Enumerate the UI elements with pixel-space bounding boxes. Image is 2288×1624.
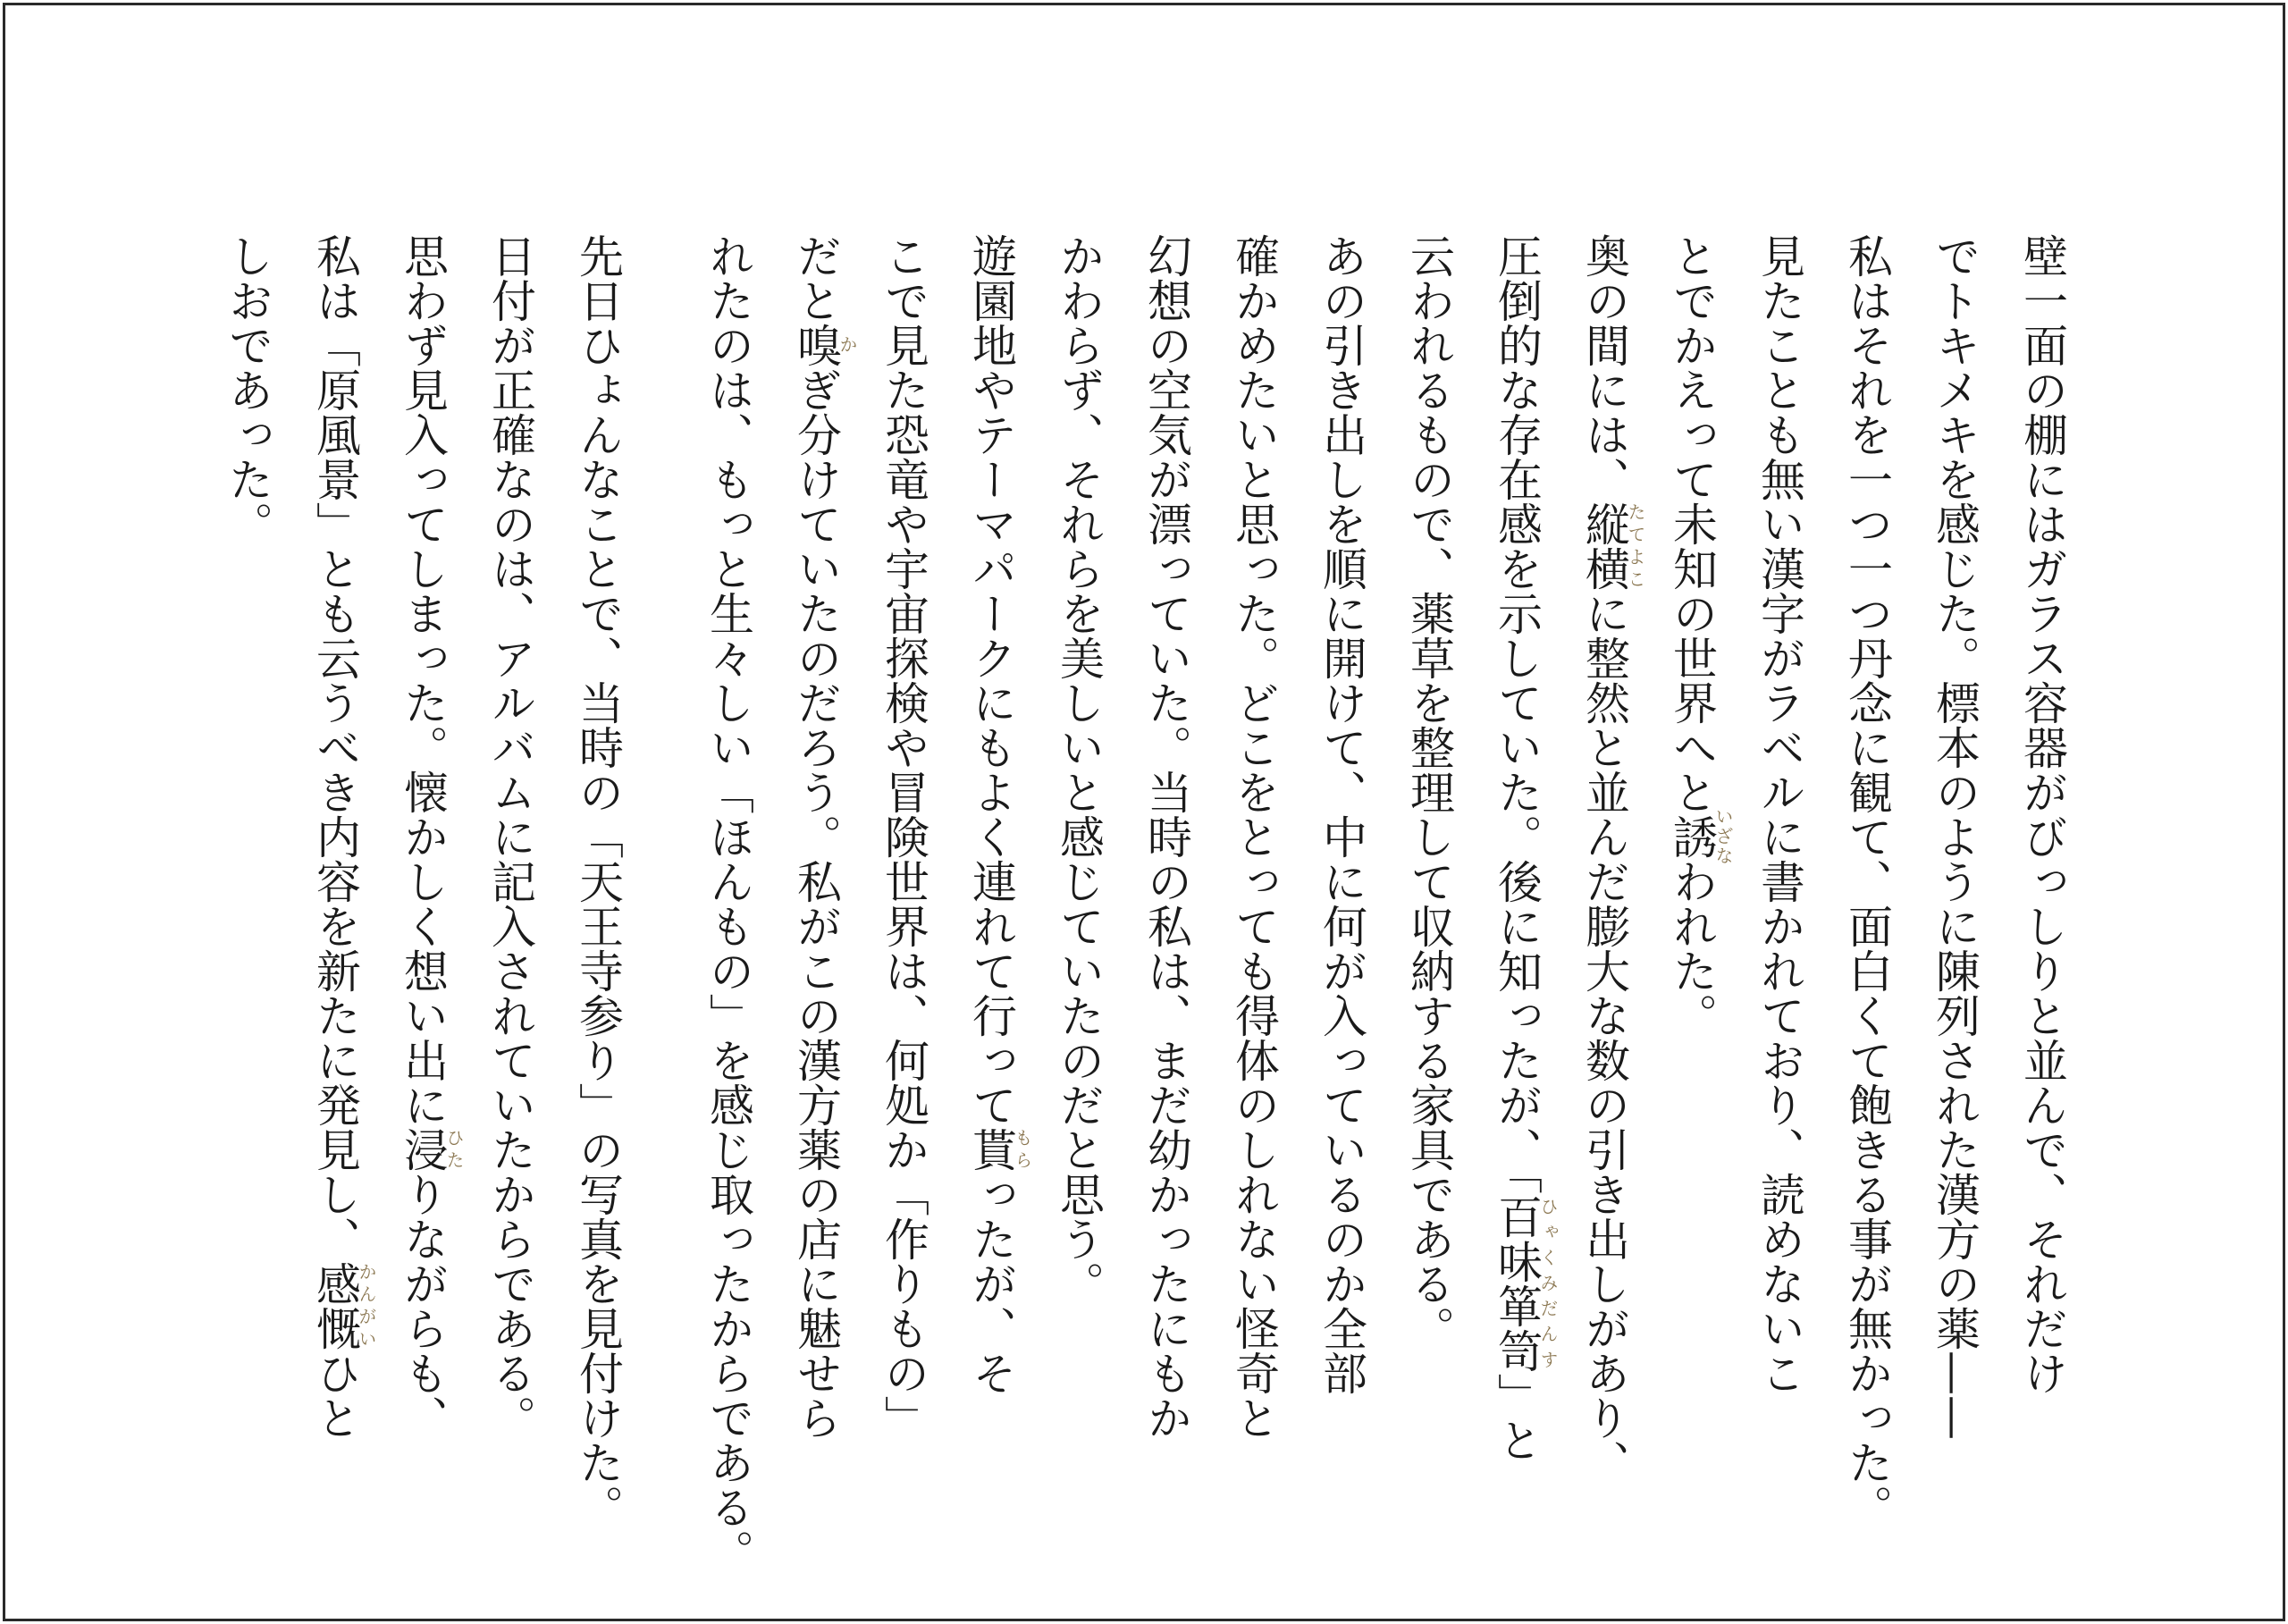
text-column xyxy=(860,233,947,1485)
ruby-base: 浸 xyxy=(397,1127,449,1172)
text-column xyxy=(1123,233,1210,1485)
text-run: あの引き出しを順に開けて、中に何が入っているのか全部 xyxy=(1316,233,1367,1395)
text-run: 見たことも無い漢字がラベルに書かれており、読めないこ xyxy=(1754,233,1805,1395)
paragraph xyxy=(204,233,642,1529)
text-column xyxy=(685,233,772,1574)
ruby-reading: たてよこ xyxy=(1625,501,1646,591)
text-column xyxy=(1736,233,1823,1485)
text-column xyxy=(1998,233,2086,1485)
text-column xyxy=(204,233,291,1485)
text-column xyxy=(1648,233,1736,1485)
text-run: 私はそれを一つ一つ丹念に観て、面白くて飽きる事が無かった。 xyxy=(1841,233,1893,1529)
text-run: 先日ひょんなことで、当時の「天王寺参り」の写真を見付けた。 xyxy=(572,233,624,1529)
text-run: かわらず、それらを美しいと感じていたのだと思う。 xyxy=(1053,233,1105,1306)
text-run: りながらも、 xyxy=(397,1172,449,1440)
paragraph xyxy=(1648,233,2086,1529)
text-column xyxy=(554,233,642,1529)
ruby-base: 縦横 xyxy=(1578,501,1630,591)
text-column xyxy=(1560,233,1648,1485)
text-column xyxy=(947,233,1035,1485)
ruby-annotation xyxy=(1578,501,1646,591)
ruby-annotation xyxy=(965,1127,1033,1172)
text-column xyxy=(1473,233,1560,1485)
ruby-base: 誘 xyxy=(1666,807,1718,866)
text-run: 圧倒的な存在感を示していた。後に知ったが、「 xyxy=(1491,233,1543,1194)
vertical-text-body xyxy=(204,233,2086,1574)
ruby-annotation xyxy=(309,1261,377,1351)
paragraph xyxy=(685,233,1035,1574)
ruby-reading: ひた xyxy=(443,1127,465,1172)
ruby-reading: いざな xyxy=(1712,807,1734,866)
text-column xyxy=(772,233,860,1485)
text-column xyxy=(1385,233,1473,1485)
text-run: 確かめたいと思った。どこをとっても得体のしれない怪奇と xyxy=(1228,233,1280,1440)
text-column xyxy=(1035,233,1123,1485)
text-run: 思わず見入ってしまった。懐かしく想い出に xyxy=(397,233,449,1127)
text-run: に整然と並んだ膨大な数の引き出しがあり、 xyxy=(1578,591,1630,1485)
text-column xyxy=(291,233,379,1485)
text-column xyxy=(1298,233,1385,1485)
text-column xyxy=(1823,233,1911,1529)
ruby-annotation xyxy=(1491,1194,1559,1373)
text-column xyxy=(1210,233,1298,1485)
paragraph xyxy=(1035,233,1385,1485)
text-run: 云われるもので、薬草を整理して収納する家具である。 xyxy=(1403,233,1455,1351)
text-run: 幻想の空気が漂っていた。当時の私は、まだ幼かったにもか xyxy=(1140,233,1192,1440)
text-run: 」と xyxy=(1491,1373,1543,1462)
ruby-base: 百味箪笥 xyxy=(1491,1194,1543,1373)
ruby-base: 感慨 xyxy=(309,1261,361,1351)
text-run: 壁一面の棚にはガラス容器がびっしりと並んで、それだけ xyxy=(2016,233,2068,1395)
ruby-annotation xyxy=(1666,807,1734,866)
text-run: だと xyxy=(790,233,842,323)
text-run: 日付が正確なのは、アルバムに記入されていたからである。 xyxy=(484,233,536,1440)
text-run: とでかえって未知の世界へと xyxy=(1666,233,1718,814)
text-run: 奥の間には、 xyxy=(1578,233,1630,501)
text-run: ひと xyxy=(309,1351,361,1440)
ruby-reading: もら xyxy=(1012,1127,1033,1172)
text-run: れたのは、もっと生々しい「ほんもの」を感じ取ったからである。 xyxy=(702,233,754,1574)
ruby-annotation xyxy=(397,1127,465,1172)
text-run: しおであった。 xyxy=(222,233,273,546)
paragraph xyxy=(1385,233,1648,1485)
text-run: 私は「原風景」とも云うべき内容を新たに発見し、 xyxy=(309,233,361,1261)
text-run: でトキメキを感じた。標本のように陳列された漢方の薬—— xyxy=(1929,233,1981,1440)
text-column xyxy=(1911,233,1998,1485)
text-column xyxy=(467,233,554,1485)
text-column xyxy=(379,233,467,1485)
ruby-reading: かんがい xyxy=(356,1261,377,1351)
text-run: ぎ分けていたのだろう。私がこの漢方薬の店に魅せら xyxy=(790,367,842,1440)
paragraph-gap xyxy=(642,233,685,1485)
ruby-annotation xyxy=(790,323,858,367)
text-run: こで見た恐竜や宇宙探検や冒険世界は、何処か「作りもの」 xyxy=(878,233,930,1440)
text-run: ったが、そ xyxy=(965,1172,1017,1395)
ruby-reading: ひゃくみだんす xyxy=(1537,1194,1559,1373)
text-run: 遊園地やテーマパークにもよく連れて行って xyxy=(965,233,1017,1127)
ruby-reading: か xyxy=(837,323,858,367)
ruby-base: 貰 xyxy=(965,1127,1017,1172)
page-frame xyxy=(3,3,2285,1621)
text-run: われた。 xyxy=(1666,859,1718,1038)
ruby-base: 嗅 xyxy=(790,323,842,367)
